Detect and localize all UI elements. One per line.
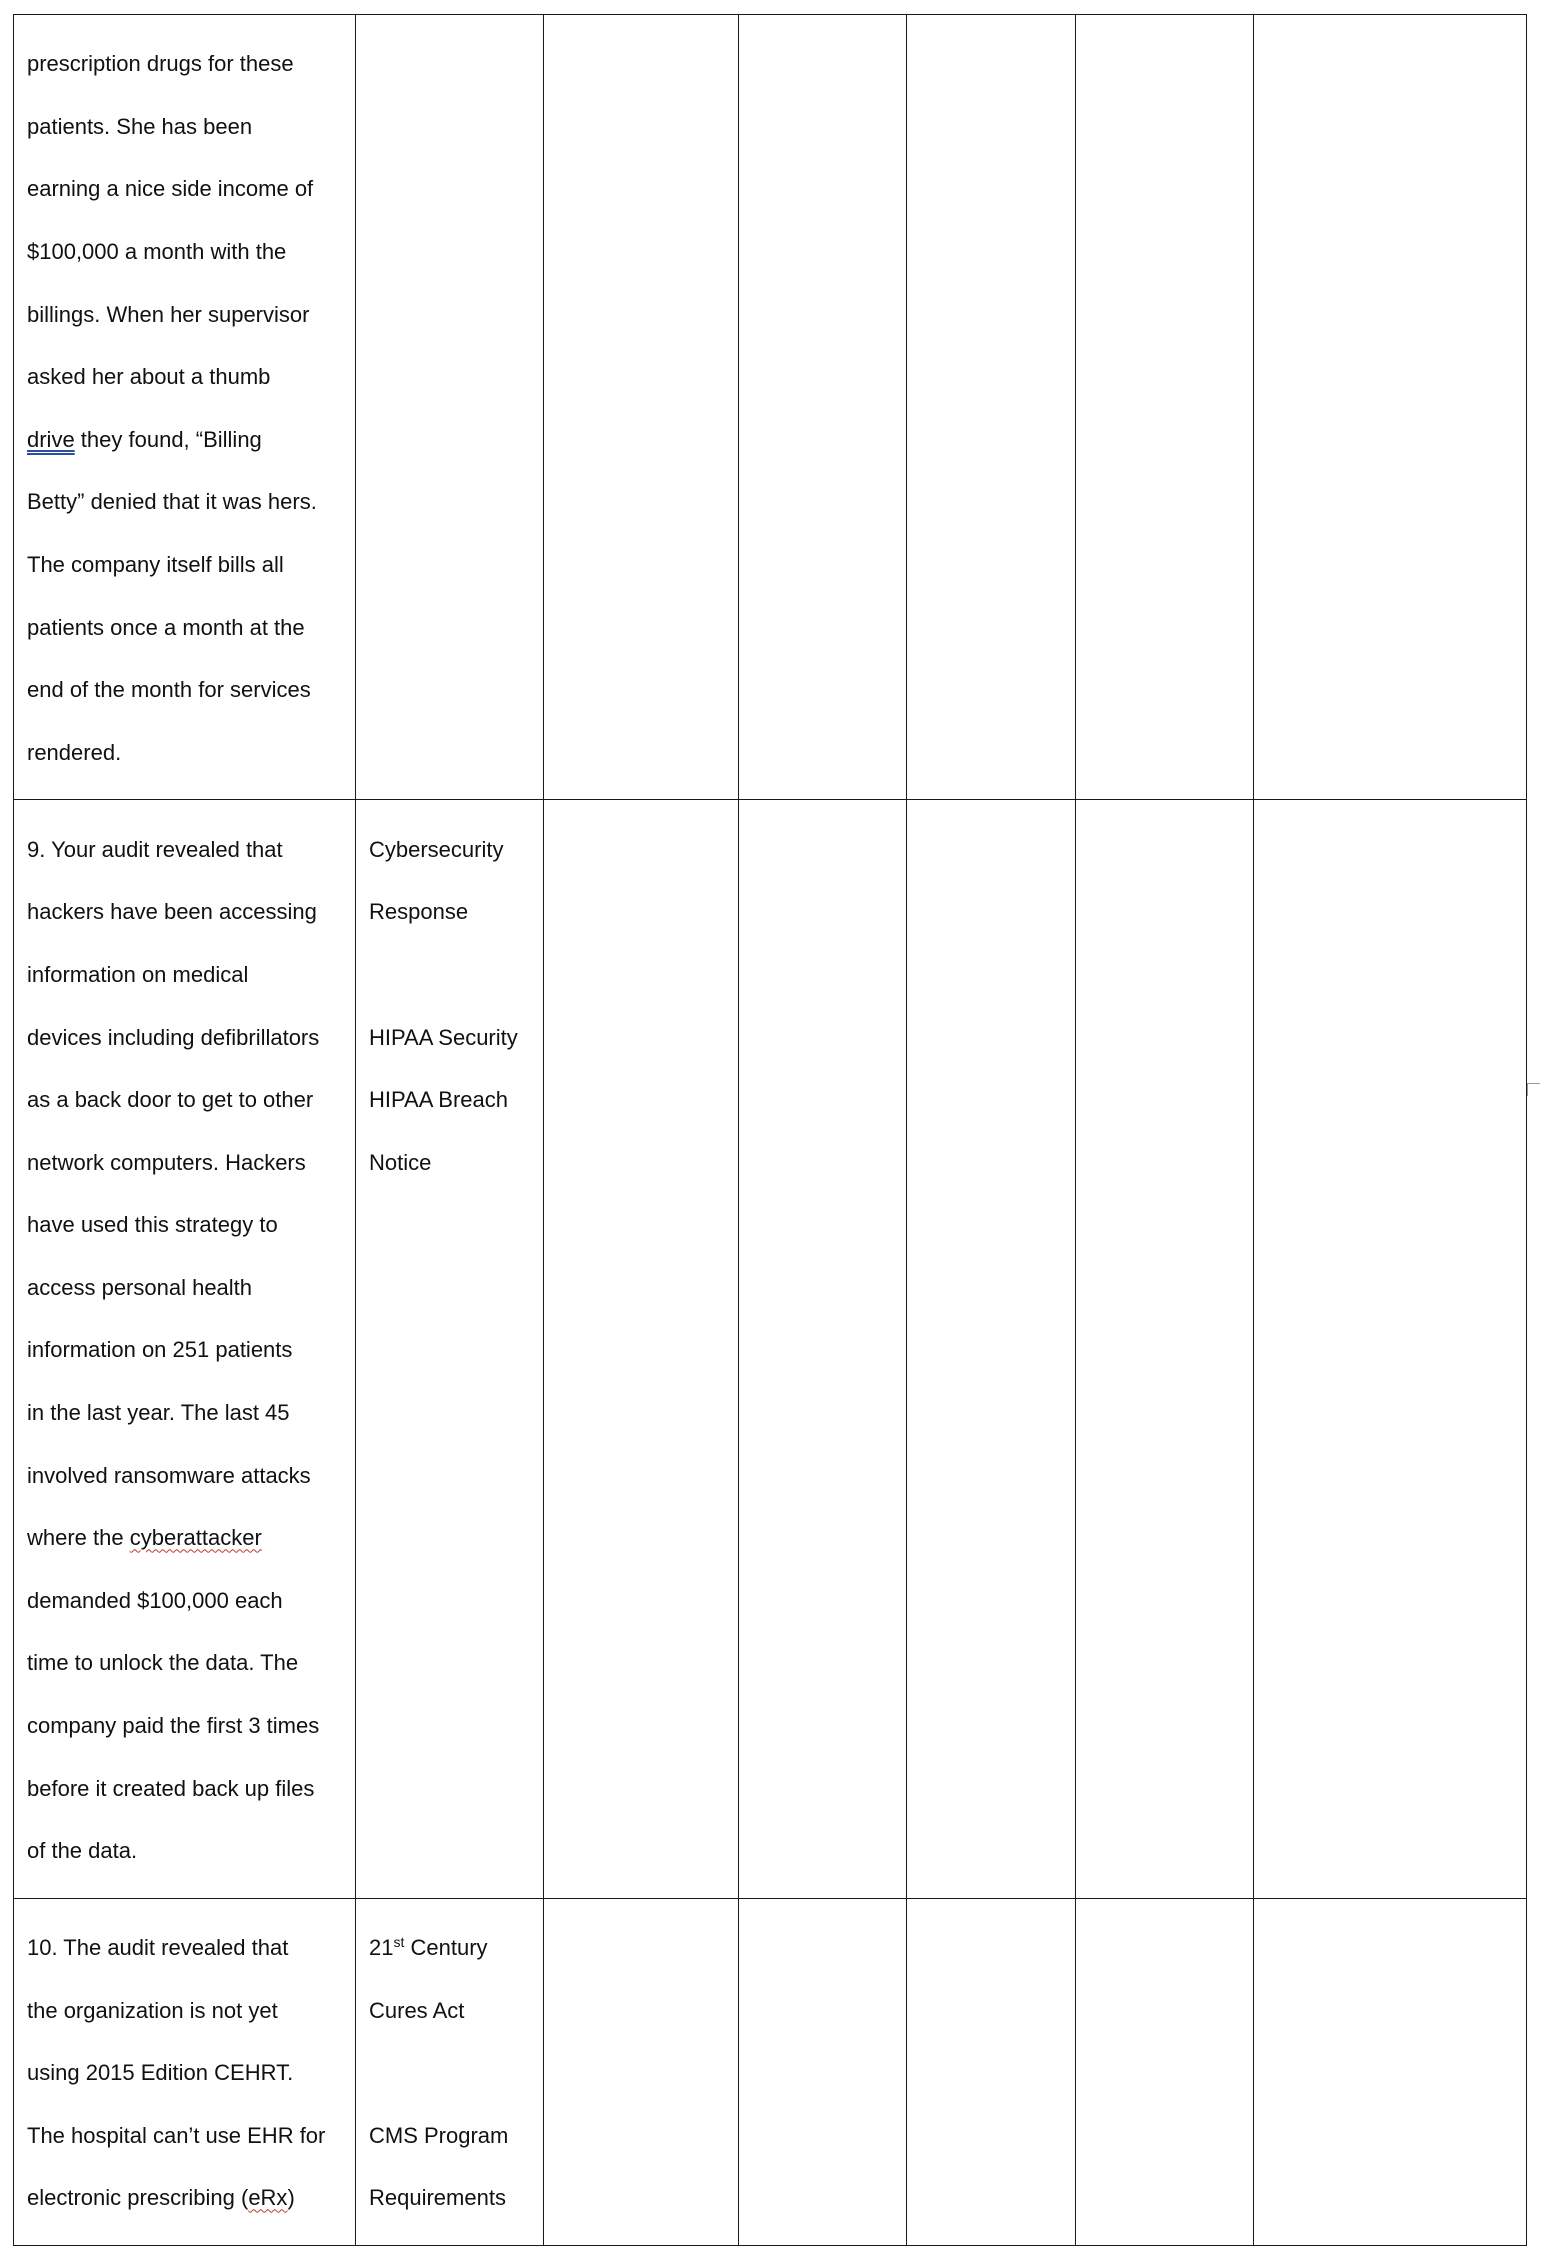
law-cell[interactable] [356, 15, 544, 800]
empty-cell[interactable] [1076, 800, 1254, 1898]
law-text: Cybersecurity Response HIPAA Security HIPAA Breach Notice [369, 836, 518, 1175]
issue-text: 9. Your audit revealed that hackers have been accessing information on medical devices including defibrillators as a back door to get to other network computers. Hackers have used this strategy to access personal health information on 251 patients in the last year. The last 45 involved ransomware attacks where the cyberattacker demanded $100,000 each time to unlock the data. The company paid the first 3 times before it created back up files of the data. [27, 836, 320, 1864]
empty-cell[interactable] [739, 15, 907, 800]
empty-cell[interactable] [544, 800, 739, 1898]
empty-cell[interactable] [1254, 15, 1527, 800]
table-row [14, 15, 1527, 800]
table-row [14, 800, 1527, 1898]
empty-cell[interactable] [1254, 1898, 1527, 2245]
grammar-flag: drive [27, 426, 75, 452]
empty-cell[interactable] [907, 15, 1076, 800]
empty-cell[interactable] [907, 1898, 1076, 2245]
spelling-flag: eRx [248, 2185, 288, 2211]
law-text: 21st Century Cures Act CMS Program Requirements [369, 1934, 509, 2211]
empty-cell[interactable] [544, 1898, 739, 2245]
empty-cell[interactable] [739, 800, 907, 1898]
empty-cell[interactable] [544, 15, 739, 800]
issue-cell[interactable] [14, 15, 356, 800]
table-row [14, 1898, 1527, 2245]
issue-cell[interactable] [14, 800, 356, 1898]
issue-cell[interactable] [14, 1898, 356, 2245]
empty-cell[interactable] [1076, 1898, 1254, 2245]
issue-text: 10. The audit revealed that the organization is not yet using 2015 Edition CEHRT. The hospital can’t use EHR for electronic prescribing (eRx) [27, 1935, 326, 2211]
law-cell[interactable] [356, 800, 544, 1898]
table-resize-handle[interactable] [1527, 1083, 1540, 1096]
empty-cell[interactable] [739, 1898, 907, 2245]
empty-cell[interactable] [1254, 800, 1527, 1898]
spelling-flag: cyberattacker [129, 1525, 262, 1551]
empty-cell[interactable] [907, 800, 1076, 1898]
law-cell[interactable] [356, 1898, 544, 2245]
empty-cell[interactable] [1076, 15, 1254, 800]
issue-text: prescription drugs for these patients. She has been earning a nice side income of $100,000 a month with the billings. When her supervisor asked her about a thumb drive they found, “Billing Betty” denied that it was hers. The company itself bills all patients once a month at the end of the month for services rendered. [27, 51, 317, 765]
compliance-table [13, 14, 1527, 2246]
